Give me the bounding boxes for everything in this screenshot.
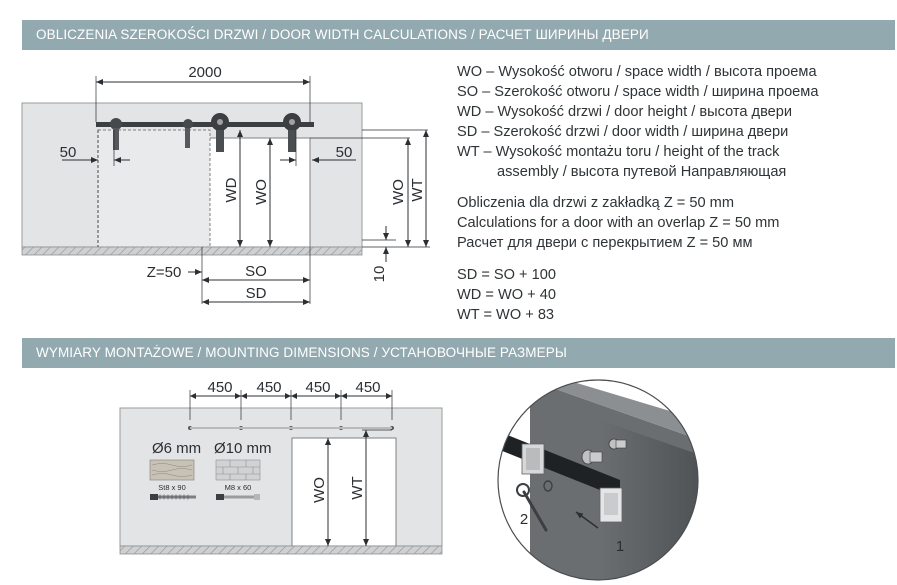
- so-label: SO: [245, 263, 267, 280]
- overlap-label: Z=50: [146, 264, 182, 281]
- gap-label: 10: [371, 265, 388, 283]
- track-rail: [96, 122, 314, 127]
- legend-definitions: [457, 62, 818, 182]
- spacing-label-3: 450: [305, 379, 331, 396]
- step-1-label: 1: [615, 538, 625, 555]
- calc-diagram: [22, 64, 430, 304]
- mount-wo-label: WO: [311, 477, 328, 503]
- spacing-label-4: 450: [355, 379, 381, 396]
- track-length-label: 2000: [188, 64, 222, 81]
- drill-10-label: Ø10 mm: [214, 440, 272, 457]
- mount-diagram: [120, 379, 442, 554]
- mount-opening: [292, 438, 396, 546]
- wo-label: WO: [253, 179, 270, 205]
- mount-floor: [120, 546, 442, 554]
- drill-6-label: Ø6 mm: [152, 440, 202, 457]
- formula-wd: WD = WO + 40: [457, 287, 556, 303]
- legend-so: SO – Szerokość otworu / space width / ширина проема: [457, 84, 819, 100]
- floor: [22, 247, 362, 255]
- overlap-note: [457, 193, 779, 253]
- formula-sd: SD = SO + 100: [457, 267, 556, 283]
- step-2-label: 2: [519, 511, 529, 528]
- legend-sd: SD – Szerokość drzwi / door width / ширина двери: [457, 124, 789, 140]
- calc-section-title: OBLICZENIA SZEROKOŚCI DRZWI / DOOR WIDTH CALCULATIONS / РАСЧЕТ ШИРИНЫ ДВЕРИ: [36, 27, 649, 42]
- formulas: [457, 265, 556, 325]
- spacing-label-1: 450: [207, 379, 233, 396]
- overlap-note-pl: Obliczenia dla drzwi z zakładką Z = 50 mm: [457, 195, 734, 211]
- wt-right-label: WT: [409, 178, 426, 202]
- overlap-note-ru: Расчет для двери с перекрытием Z = 50 мм: [457, 235, 753, 251]
- overlap-note-en: Calculations for a door with an overlap Z = 50 mm: [457, 215, 780, 231]
- legend-wt-cont: assembly / высота путевой Направляющая: [497, 164, 787, 180]
- legend-wd: WD – Wysokość drzwi / door height / высота двери: [457, 104, 793, 120]
- legend-wo: WO – Wysokość otworu / space width / высота проема: [457, 64, 817, 80]
- formula-wt: WT = WO + 83: [457, 307, 555, 323]
- legend-wt: WT – Wysokość montażu toru / height of the track: [457, 144, 780, 160]
- wo-right-label: WO: [390, 179, 407, 205]
- wood-wall-icon: [150, 460, 194, 480]
- mount-wt-label: WT: [349, 476, 366, 500]
- mount-section-title: WYMIARY MONTAŻOWE / MOUNTING DIMENSIONS / УСТАНОВОЧНЫЕ РАЗМЕРЫ: [36, 345, 567, 360]
- left-margin-label: 50: [59, 144, 77, 161]
- screw-1-label: St8 x 90: [158, 483, 186, 492]
- sd-label: SD: [245, 285, 267, 302]
- brick-wall-icon: [216, 460, 260, 480]
- wd-label: WD: [223, 177, 240, 203]
- right-margin-label: 50: [335, 144, 353, 161]
- spacing-label-2: 450: [256, 379, 282, 396]
- install-detail: [490, 372, 710, 585]
- screw-2-label: M8 x 60: [224, 483, 252, 492]
